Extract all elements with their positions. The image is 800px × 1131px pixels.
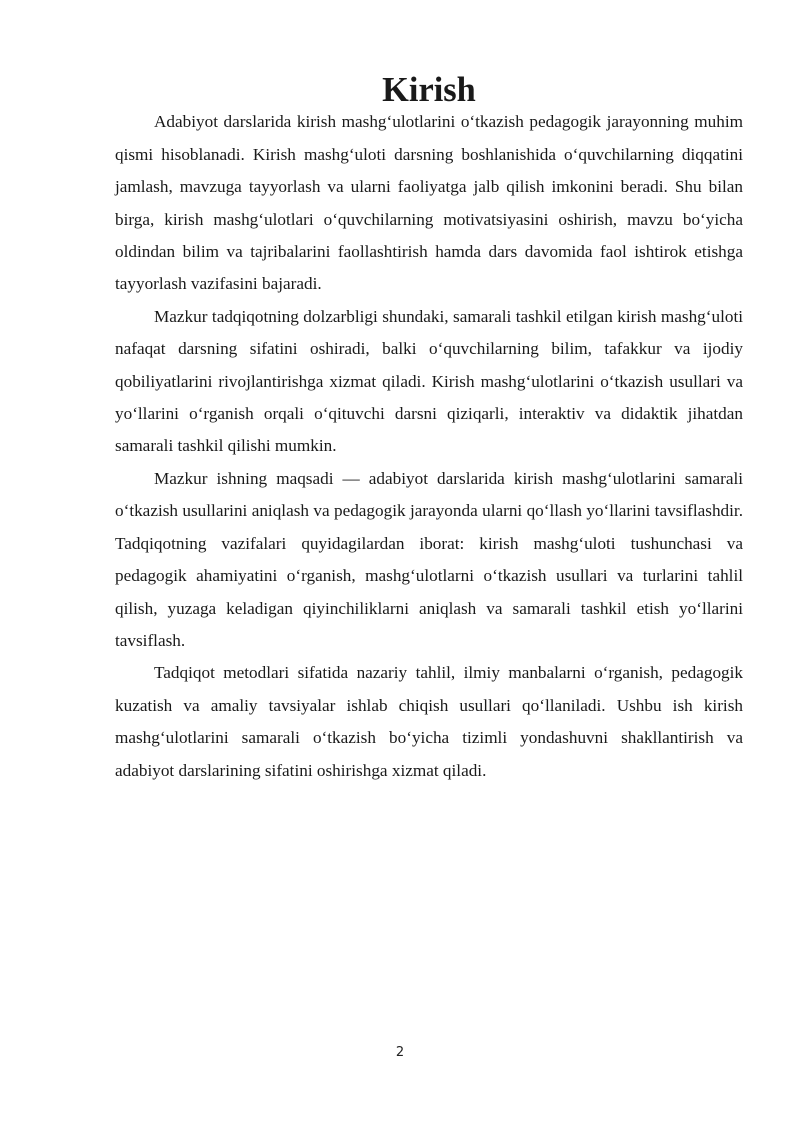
page-number: 2	[395, 1045, 405, 1060]
paragraph-methods: Tadqiqot metodlari sifatida nazariy tahlil, ilmiy manbalarni o‘rganish, pedagogik kuzatish va amaliy tavsiyalar ishlab chiqish usullari qo‘llaniladi. Ushbu ish kirish mashg‘ulotlarini samarali o‘tkazish bo‘yicha tizimli yondashuvni shakllantirish va adabiyot darslarining sifatini oshirishga xizmat qiladi.	[115, 663, 743, 780]
paragraph-introduction: Adabiyot darslarida kirish mashg‘ulotlarini o‘tkazish pedagogik jarayonning muhim qismi hisoblanadi. Kirish mashg‘uloti darsning boshlanishida o‘quvchilarning diqqatini jamlash, mavzuga tayyorlash va ularni faoliyatga jalb qilish imkonini beradi. Shu bilan birga, kirish mashg‘ulotlari o‘quvchilarning motivatsiyasini oshirish, mavzu bo‘yicha oldindan bilim va tajribalarini faollashtirish hamda dars davomida faol ishtirok etishga tayyorlash vazifasini bajaradi.	[115, 112, 743, 294]
page-content	[115, 71, 743, 787]
paragraph-relevance: Mazkur tadqiqotning dolzarbligi shundaki, samarali tashkil etilgan kirish mashg‘uloti nafaqat darsning sifatini oshiradi, balki o‘quvchilarning bilim, tafakkur va ijodiy qobiliyatlarini rivojlantirishga xizmat qiladi. Kirish mashg‘ulotlarini o‘tkazish usullari va yo‘llarini o‘rganish orqali o‘qituvchi darsni qiziqarli, interaktiv va didaktik jihatdan samarali tashkil qilishi mumkin.	[115, 306, 743, 456]
paragraph-aim-and-tasks: Mazkur ishning maqsadi — adabiyot darslarida kirish mashg‘ulotlarini samarali o‘tkazish usullarini aniqlash va pedagogik jarayonda ularni qo‘llash yo‘llarini tavsiflashdir. Tadqiqotning vazifalari quyidagilardan iborat: kirish mashg‘uloti tushunchasi va pedagogik ahamiyatini o‘rganish, mashg‘ulotlarni o‘tkazish usullari va turlarini tahlil qilish, yuzaga keladigan qiyinchiliklarni aniqlash va samarali tashkil etish yo‘llarini tavsiflash.	[115, 468, 743, 650]
section-title: Kirish	[382, 71, 476, 109]
